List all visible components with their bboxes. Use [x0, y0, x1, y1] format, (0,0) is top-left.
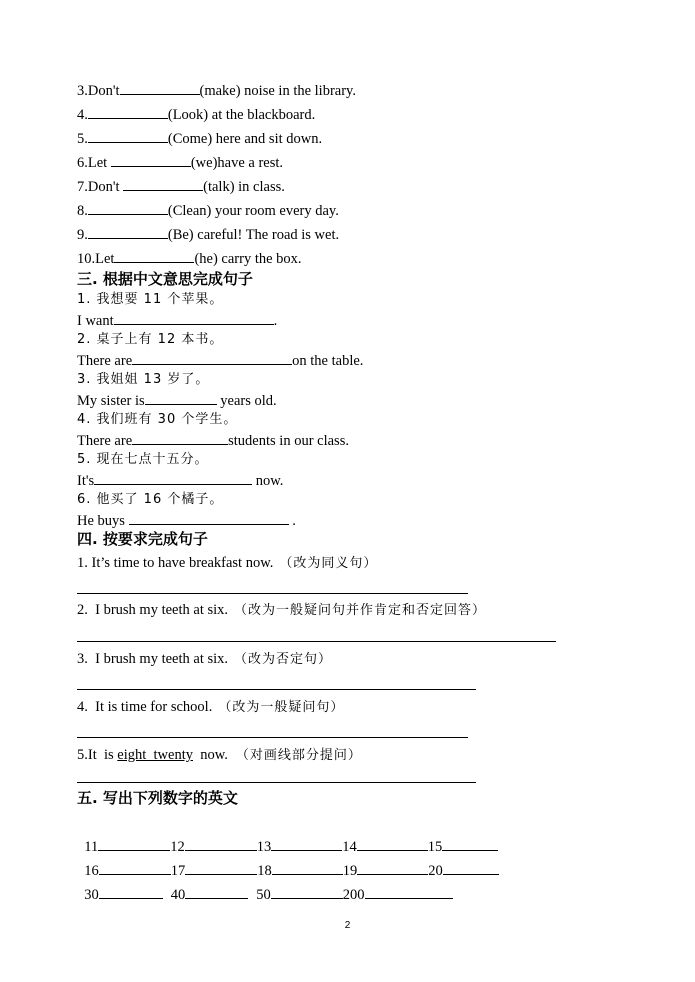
cn-prompt-6: 6. 他买了 16 个橘子。 — [77, 492, 224, 507]
answer-blank[interactable] — [132, 350, 292, 365]
en-answer-6: He buys . — [77, 510, 296, 531]
answer-line[interactable] — [77, 737, 468, 738]
transform-item-5: 5.It is eight twenty now. （对画线部分提问） — [77, 747, 362, 763]
en-answer-3: My sister is years old. — [77, 390, 277, 411]
en-answer-1: I want . — [77, 310, 277, 331]
answer-blank[interactable] — [120, 80, 200, 95]
transform-item-2: 2. I brush my teeth at six. （改为一般疑问句并作肯定和否定回答） — [77, 602, 487, 618]
answer-line[interactable] — [77, 593, 468, 594]
answer-blank[interactable] — [88, 224, 168, 239]
answer-blank[interactable] — [365, 884, 453, 899]
exercise-item-5: 5. (Come) here and sit down. — [77, 128, 322, 149]
answer-blank[interactable] — [88, 104, 168, 119]
answer-blank[interactable] — [185, 884, 248, 899]
answer-blank[interactable] — [99, 884, 163, 899]
answer-blank[interactable] — [129, 510, 289, 525]
section-4-heading: 四. 按要求完成句子 — [77, 530, 208, 548]
exercise-item-10: 10.Let (he) carry the box. — [77, 248, 302, 269]
cn-prompt-1: 1. 我想要 11 个苹果。 — [77, 292, 224, 307]
section-5-heading: 五. 写出下列数字的英文 — [77, 789, 238, 807]
answer-blank[interactable] — [88, 128, 168, 143]
transform-item-1: 1. It’s time to have breakfast now. （改为同义句） — [77, 555, 378, 571]
number-row-3: 30 40 50 200 — [77, 864, 453, 905]
answer-blank[interactable] — [111, 152, 191, 167]
exercise-item-3: 3.Don't (make) noise in the library. — [77, 80, 356, 101]
cn-prompt-2: 2. 桌子上有 12 本书。 — [77, 332, 224, 347]
exercise-item-9: 9. (Be) careful! The road is wet. — [77, 224, 339, 245]
en-answer-5: It's now. — [77, 470, 283, 491]
exercise-item-8: 8. (Clean) your room every day. — [77, 200, 339, 221]
exercise-item-4: 4. (Look) at the blackboard. — [77, 104, 315, 125]
answer-blank[interactable] — [88, 200, 168, 215]
answer-line[interactable] — [77, 782, 476, 783]
answer-line[interactable] — [77, 689, 476, 690]
answer-blank[interactable] — [145, 390, 217, 405]
en-answer-2: There are on the table. — [77, 350, 363, 371]
en-answer-4: There are students in our class. — [77, 430, 349, 451]
answer-blank[interactable] — [94, 470, 252, 485]
section-3-heading: 三. 根据中文意思完成句子 — [77, 270, 253, 288]
exercise-item-6: 6.Let (we)have a rest. — [77, 152, 283, 173]
cn-prompt-4: 4. 我们班有 30 个学生。 — [77, 412, 238, 427]
answer-line[interactable] — [77, 641, 556, 642]
answer-blank[interactable] — [114, 248, 194, 263]
underlined-phrase: eight twenty — [117, 747, 193, 763]
number-row-1: 11 12 13 14 15 — [77, 816, 498, 857]
answer-blank[interactable] — [123, 176, 203, 191]
number-row-2: 16 17 18 19 20 — [77, 840, 499, 881]
transform-item-4: 4. It is time for school. （改为一般疑问句） — [77, 699, 345, 715]
answer-blank[interactable] — [271, 884, 343, 899]
page-number: 2 — [344, 920, 351, 931]
answer-blank[interactable] — [132, 430, 228, 445]
answer-blank[interactable] — [114, 310, 274, 325]
transform-item-3: 3. I brush my teeth at six. （改为否定句） — [77, 651, 333, 667]
cn-prompt-3: 3. 我姐姐 13 岁了。 — [77, 372, 210, 387]
exercise-item-7: 7.Don't (talk) in class. — [77, 176, 285, 197]
cn-prompt-5: 5. 现在七点十五分。 — [77, 452, 209, 467]
